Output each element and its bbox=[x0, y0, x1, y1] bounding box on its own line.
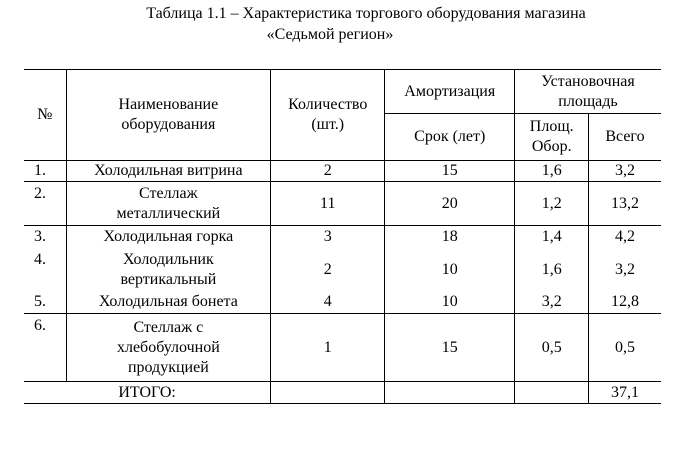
row-quantity: 4 bbox=[271, 292, 385, 314]
header-area-total: Всего bbox=[589, 114, 661, 161]
row-quantity: 3 bbox=[271, 226, 385, 248]
total-value: 37,1 bbox=[589, 382, 661, 404]
row-number: 6. bbox=[24, 314, 66, 382]
row-area-total: 0,5 bbox=[589, 314, 661, 382]
row-quantity: 2 bbox=[271, 248, 385, 292]
row-name: Стеллаж с хлебобулочной продукцией bbox=[66, 314, 271, 382]
row-name: Холодильная бонета bbox=[66, 292, 271, 314]
row-area-total: 13,2 bbox=[589, 182, 661, 226]
row-area-equipment: 1,6 bbox=[515, 248, 589, 292]
header-amortization: Амортизация bbox=[385, 70, 515, 114]
equipment-table bbox=[24, 69, 661, 404]
row-name: Холодильник вертикальный bbox=[66, 248, 271, 292]
row-area-equipment: 3,2 bbox=[515, 292, 589, 314]
row-term: 10 bbox=[385, 292, 515, 314]
row-area-total: 4,2 bbox=[614, 227, 635, 245]
row-area-equipment: 0,5 bbox=[515, 314, 589, 382]
row-term: 18 bbox=[385, 226, 515, 248]
table-row bbox=[24, 314, 661, 382]
total-empty-quantity bbox=[271, 382, 385, 404]
table-row bbox=[24, 248, 661, 292]
equipment-table-wrapper bbox=[24, 69, 661, 404]
table-caption-line2: «Седьмой регион» bbox=[266, 26, 394, 43]
row-term: 20 bbox=[385, 182, 515, 226]
table-row bbox=[24, 182, 661, 226]
row-number: 3. bbox=[24, 226, 66, 248]
row-name: Стеллаж металлический bbox=[66, 182, 271, 226]
table-row bbox=[24, 292, 661, 314]
row-quantity: 1 bbox=[271, 314, 385, 382]
row-area-equipment: 1,2 bbox=[515, 182, 589, 226]
header-installation-area: Установочная площадь bbox=[515, 70, 661, 114]
total-label: ИТОГО: bbox=[24, 382, 271, 404]
row-area-total: 3,2 bbox=[614, 260, 635, 278]
row-area-total: 12,8 bbox=[589, 292, 661, 314]
row-number: 2. bbox=[24, 182, 66, 226]
table-row bbox=[24, 161, 661, 182]
row-number: 4. bbox=[24, 248, 66, 292]
header-number: № bbox=[24, 70, 66, 161]
table-caption-line1: Таблица 1.1 – Характеристика торгового оборудования магазина bbox=[146, 5, 586, 22]
row-term: 10 bbox=[385, 248, 515, 292]
header-area-equipment: Площ. Обор. bbox=[515, 114, 589, 161]
row-number: 5. bbox=[24, 292, 66, 314]
total-empty-term bbox=[385, 382, 515, 404]
table-row bbox=[24, 226, 661, 248]
total-empty-area-equipment bbox=[515, 382, 589, 404]
total-row bbox=[24, 382, 661, 404]
row-area-equipment: 1,6 bbox=[515, 161, 589, 182]
header-name: Наименование оборудования bbox=[66, 70, 271, 161]
row-term: 15 bbox=[385, 161, 515, 182]
row-area-equipment: 1,4 bbox=[515, 226, 589, 248]
row-name: Холодильная горка bbox=[66, 226, 271, 248]
header-term: Срок (лет) bbox=[385, 114, 515, 161]
row-quantity: 11 bbox=[271, 182, 385, 226]
header-quantity: Количество (шт.) bbox=[271, 70, 385, 161]
row-quantity: 2 bbox=[271, 161, 385, 182]
row-area-total: 3,2 bbox=[589, 161, 661, 182]
row-term: 15 bbox=[385, 314, 515, 382]
row-name: Холодильная витрина bbox=[66, 161, 271, 182]
row-number: 1. bbox=[24, 161, 66, 182]
